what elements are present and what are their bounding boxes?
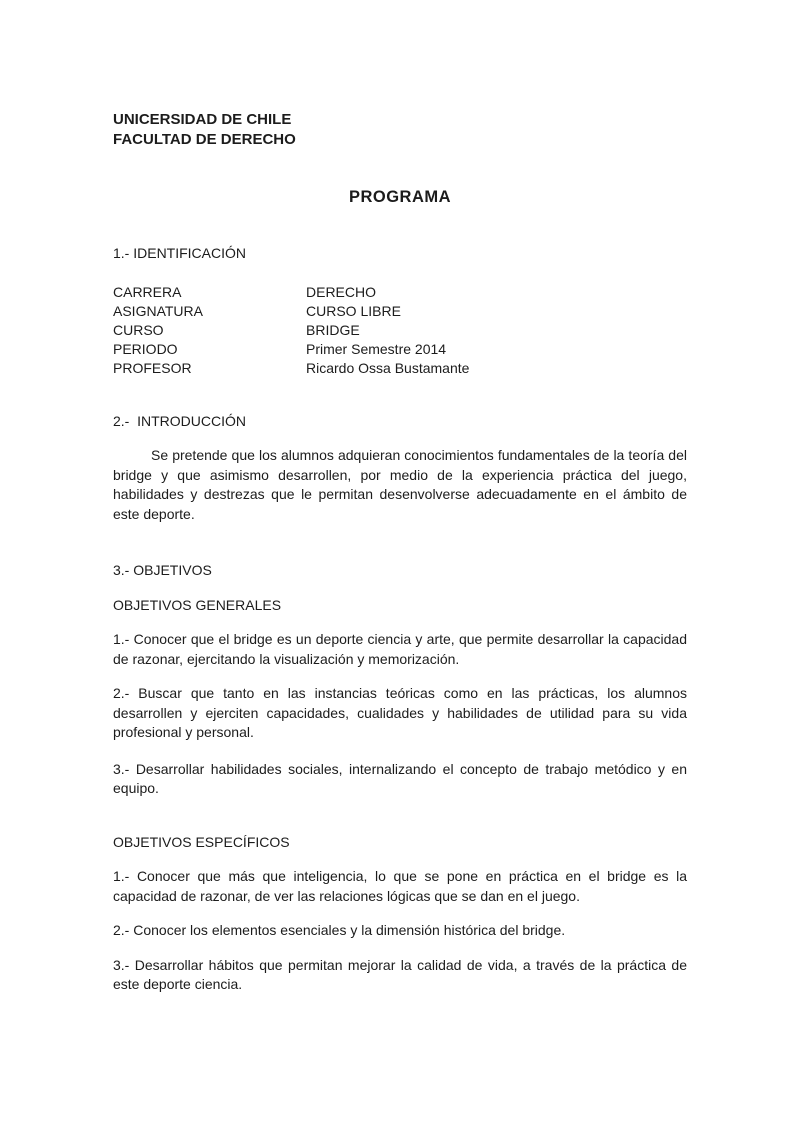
table-row	[113, 321, 687, 340]
row-label-curso: CURSO	[113, 321, 164, 338]
specific-objective-item: 3.- Desarrollar hábitos que permitan mejorar la calidad de vida, a través de la práctica de este deporte ciencia.	[113, 956, 687, 993]
objectives-heading: 3.- OBJETIVOS	[113, 562, 212, 579]
identification-table	[113, 283, 687, 379]
document-header	[113, 110, 687, 149]
document-title: PROGRAMA	[348, 188, 452, 206]
table-row	[113, 359, 687, 378]
specific-objective-item: 2.- Conocer los elementos esenciales y la dimensión histórica del bridge.	[113, 922, 566, 939]
table-row	[113, 302, 687, 321]
specific-objective-item: 1.- Conocer que más que inteligencia, lo que se pone en práctica en el bridge es la capacidad de razonar, de ver las relaciones lógicas que se dan en el juego.	[113, 868, 687, 904]
specific-objectives-heading: OBJETIVOS ESPECÍFICOS	[113, 833, 290, 850]
row-value-periodo: Primer Semestre 2014	[306, 341, 447, 358]
identification-heading: 1.- IDENTIFICACIÓN	[113, 245, 247, 261]
general-objective-item: 1.- Conocer que el bridge es un deporte ciencia y arte, que permite desarrollar la capacidad de razonar, ejercitando la visualización y memorización.	[113, 631, 687, 667]
institution-name: UNICERSIDAD DE CHILE	[113, 111, 292, 128]
row-value-carrera: DERECHO	[306, 283, 377, 300]
row-value-profesor: Ricardo Ossa Bustamante	[306, 360, 470, 377]
row-value-curso: BRIDGE	[306, 321, 360, 338]
table-row	[113, 340, 687, 359]
table-row	[113, 283, 687, 302]
row-label-periodo: PERIODO	[113, 341, 178, 358]
general-objectives-heading: OBJETIVOS GENERALES	[113, 596, 282, 613]
introduction-paragraph: Se pretende que los alumnos adquieran conocimientos fundamentales de la teoría del bridge y que asimismo desarrollen, por medio de la experiencia práctica del juego, habilidades y destrezas que le permitan desenvolverse adecuadamente en el ámbito de este deporte.	[113, 447, 687, 522]
row-label-profesor: PROFESOR	[113, 360, 192, 377]
row-value-asignatura: CURSO LIBRE	[306, 302, 401, 319]
row-label-asignatura: ASIGNATURA	[113, 302, 203, 319]
row-label-carrera: CARRERA	[113, 283, 182, 300]
general-objective-item: 2.- Buscar que tanto en las instancias teóricas como en las prácticas, los alumnos desarrollen y ejerciten capacidades, cualidades y habilidades de utilidad para su vida profesional y personal.	[113, 685, 687, 741]
faculty-name: FACULTAD DE DERECHO	[113, 130, 296, 148]
general-objective-item: 3.- Desarrollar habilidades sociales, internalizando el concepto de trabajo metódico y en equipo.	[113, 760, 687, 797]
introduction-heading: 2.- INTRODUCCIÓN	[113, 412, 246, 429]
